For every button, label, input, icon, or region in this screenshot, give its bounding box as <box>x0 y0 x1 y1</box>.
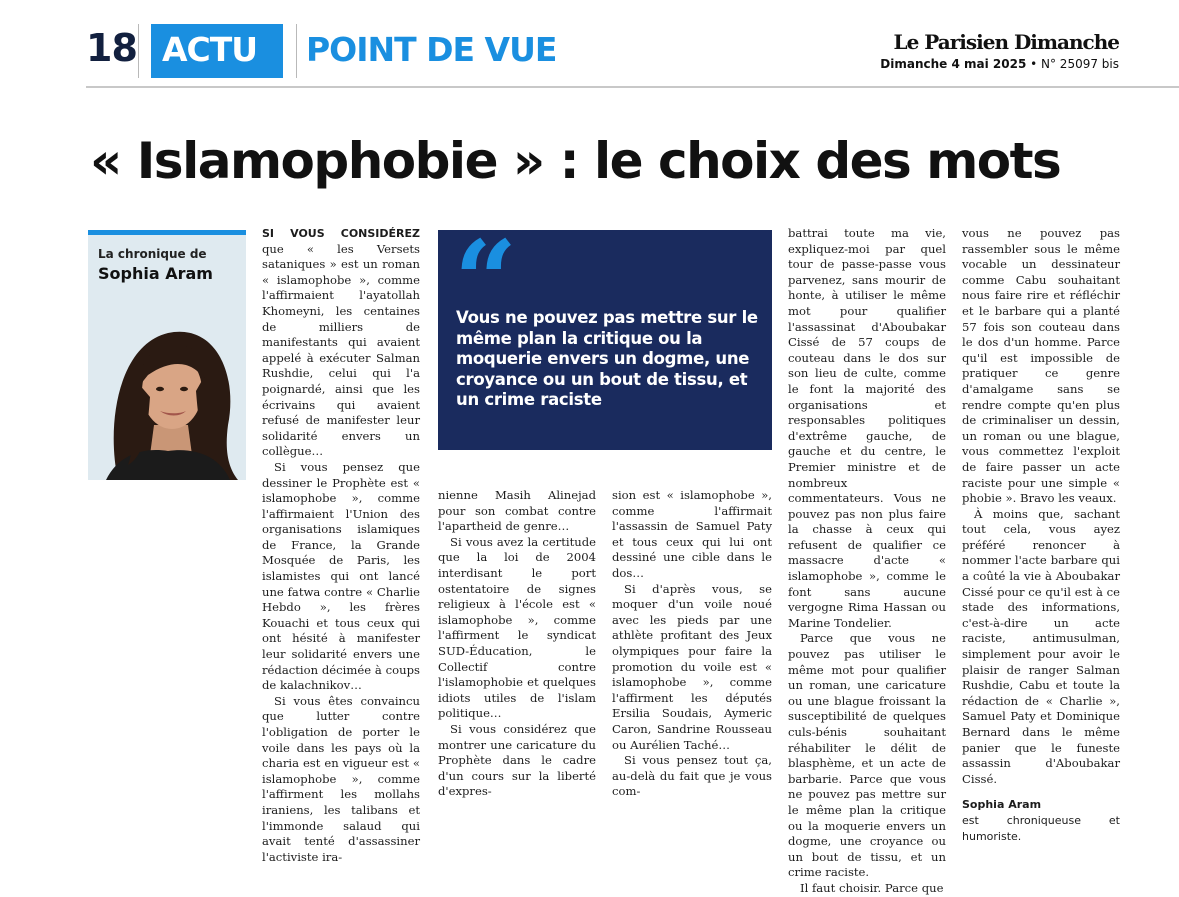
newspaper-logo: Le Parisien Dimanche <box>893 30 1119 54</box>
author-photo <box>88 305 246 480</box>
page-number: 18 <box>86 26 137 70</box>
paragraph: Si vous avez la certitude que la loi de 2004 interdisant le port ostentatoire de signes religieux à l'école est « islamophobe », comme l'affirment le syndicat SUD-Éducation, le Collectif contre l'islamophobie et quelques idiots utiles de l'islam politique… <box>438 534 596 721</box>
paragraph: battrai toute ma vie, expliquez-moi par quel tour de passe-passe vous parvenez, sans mourir de honte, à utiliser le même mot pour qualifier l'assassinat d'Aboubakar Cissé de 57 coups de couteau dans le dos sur son lieu de culte, comme le font la majorité des organisations et responsables politiques d'extrême gauche, de gauche et du centre, le Premier ministre et de nombreux commentateurs. Vous ne pouvez pas non plus faire la chasse à ceux qui refusent de qualifier ce massacre d'acte « islamophobe », comme le font sans aucune vergogne Rima Hassan ou Marine Tondelier. <box>788 226 946 630</box>
signature-role: est chroniqueuse et humoriste. <box>962 813 1120 843</box>
issue-info <box>880 57 1119 71</box>
author-card <box>88 230 246 480</box>
signature <box>962 797 1120 844</box>
signature-name: Sophia Aram <box>962 798 1042 812</box>
paragraph: Si vous pensez tout ça, au-delà du fait que je vous com- <box>612 753 772 799</box>
header-rule <box>86 86 1179 88</box>
issue-date: Dimanche 4 mai 2025 <box>880 57 1027 71</box>
paragraph: Il faut choisir. Parce que <box>800 880 944 895</box>
paragraph: Parce que vous ne pouvez pas utiliser le même mot pour qualifier un roman, une caricature ou une blague froissant la susceptibilité de quelques culs-bénis souhaitant réhabiliter le délit de blasphème, et un acte de barbarie. Parce que vous ne pouvez pas mettre sur le même plan la critique ou la moquerie envers un dogme, une croyance ou un bout de tissu, et un crime raciste. <box>788 631 946 880</box>
pull-quote <box>438 216 772 450</box>
section-label: ACTU <box>162 30 258 69</box>
article-column-1 <box>262 226 420 864</box>
paragraph: À moins que, sachant tout cela, vous ayez préféré renoncer à nommer l'acte barbare qui a coûté la vie à Aboubakar Cissé pour ce qu'il est à ce stade des informations, c'est-à-dire un acte raciste, antimusulman, simplement pour avoir le plaisir de ranger Salman Rushdie, Cabu et toute la rédaction de « Charlie », Samuel Paty et Dominique Bernard dans le même panier que le funeste assassin d'Aboubakar Cissé. <box>962 506 1120 786</box>
paragraph: vous ne pouvez pas rassembler sous le même vocable un dessinateur comme Cabu souhaitant nous faire rire et réfléchir et le barbare qui a planté 57 fois son couteau dans le dos d'un homme. Parce qu'il est impossible de pratiquer ce genre d'amalgame sans se rendre compte qu'en plus de criminaliser un dessin, un roman ou une blague, vous commettez l'exploit de faire passer un acte raciste pour une simple « phobie ». Bravo les veaux. <box>962 226 1120 506</box>
article-column-3 <box>612 488 772 799</box>
issue-number: • N° 25097 bis <box>1030 57 1119 71</box>
paragraph: Si d'après vous, se moquer d'un voile noué avec les pieds par une athlète profitant des Jeux olympiques pour faire la promotion du voile est « islamophobe », comme l'affirment les députés Ersilia Soudais, Aymeric Caron, Sandrine Rousseau ou Aurélien Taché… <box>612 581 772 752</box>
article-column-2 <box>438 488 596 799</box>
author-name: Sophia Aram <box>98 264 213 283</box>
author-label: La chronique de <box>98 247 207 261</box>
paragraph: sion est « islamophobe », comme l'affirmait l'assassin de Samuel Paty et tous ceux qui lui ont dessiné une cible dans le dos… <box>612 488 772 580</box>
paragraph: nienne Masih Alinejad pour son combat contre l'apartheid de genre… <box>438 488 596 534</box>
article-column-4 <box>788 226 946 895</box>
paragraph: Si vous êtes convaincu que lutter contre l'obligation de porter le voile dans les pays où la charia est en vigueur est « islamophobe », comme l'affirment les mollahs iraniens, les talibans et l'immonde salaud qui avait tenté d'assassiner l'activiste ira- <box>262 693 420 864</box>
headline: « Islamophobie » : le choix des mots <box>90 132 1061 190</box>
paragraph: Si vous considérez que montrer une caricature du Prophète dans le cadre d'un cours sur la liberté d'expres- <box>438 721 596 799</box>
rubric-title: POINT DE VUE <box>306 30 557 69</box>
article-column-5 <box>962 226 1120 843</box>
header-divider <box>138 24 139 78</box>
paragraph: Si vous pensez que dessiner le Prophète est « islamophobe », comme l'affirmaient l'Union des organisations islamiques de France, la Grande Mosquée de Paris, les islamistes qui ont lancé une fatwa contre « Charlie Hebdo », les frères Kouachi et tous ceux qui ont hésité à manifester leur solidarité envers une rédaction décimée à coups de kalachnikov… <box>262 459 420 693</box>
quote-mark-icon: “ <box>454 216 518 345</box>
lead-in: SI VOUS CONSIDÉREZ <box>262 227 420 240</box>
pull-quote-text: Vous ne pouvez pas mettre sur le même plan la critique ou la moquerie envers un dogme, une croyance ou un bout de tissu, et un crime raciste <box>456 308 758 409</box>
paragraph: que « les Versets sataniques » est un roman « islamophobe », comme l'affirmaient l'ayatollah Khomeyni, les centaines de milliers de manifestants qui avaient appelé à exécuter Salman Rushdie, celui qui l'a poignardé, ainsi que les écrivains qui avaient refusé de manifester leur solidarité envers un collègue… <box>262 241 420 459</box>
header-divider <box>296 24 297 78</box>
